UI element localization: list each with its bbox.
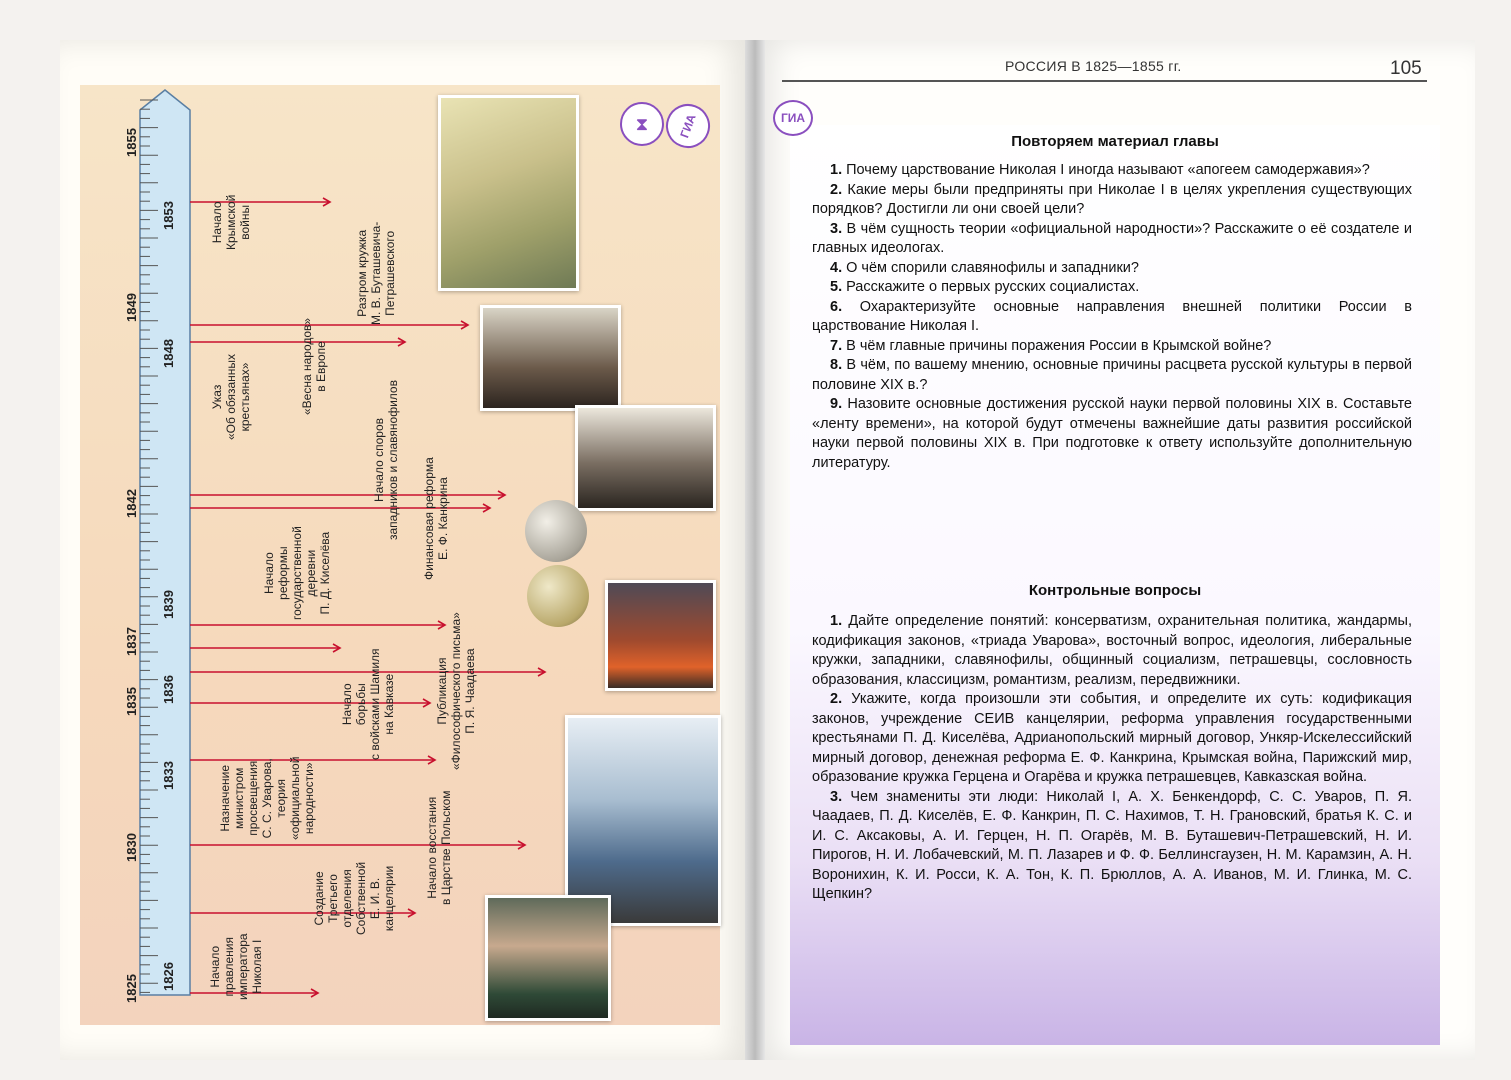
header-rule [782,80,1427,82]
painting-sea-battle [438,95,579,291]
timeline-year: 1855 [124,128,139,157]
timeline-year: 1842 [124,489,139,518]
question-number: 2. [830,181,843,198]
coin-2 [527,565,589,627]
question-text: Укажите, когда произошли эти события, и определите их суть: кодификация законов, учреждение СЕИВ канцелярии, реформа управления государственными крестьянами П. Д. Киселёва, Адрианопольский мирный договор, Ункяр-Искелессийский мирный договор, денежная реформа Е. Ф. Канкрина, Крымская война, Парижский мир, образование кружка Герцена и Огарёва и кружка петрашевцев, Кавказская война. [812,691,1412,785]
question-text: В чём главные причины поражения России в Крымской войне? [842,337,1272,354]
question-text: Назовите основные достижения русской науки первой половины XIX в. Составьте «ленту времени», на которой будут отмечены важнейшие даты развития российской науки первой половины XIX в. При подготовке к ответу используйте дополнительную литературу. [812,396,1412,471]
hourglass-icon: ⧗ [620,102,664,146]
timeline-year: 1835 [124,687,139,716]
page-number: 105 [1390,58,1422,79]
timeline-event: Назначение министром просвещения С. С. Уварова, теория «официальной народности» [218,756,316,840]
question-text: Чем знамениты эти люди: Николай I, А. Х. Бенкендорф, С. С. Уваров, П. Я. Чаадаев, П. Д. Киселёв, Е. Ф. Канкрин, П. С. Нахимов, Т. Н. Грановский, братья К. С. и И. С. Аксаковы, А. И. Герцен, Н. П. Огарёв, М. В. Буташевич-Петрашевский, Н. И. Пирогов, Н. И. Лобачевский, М. П. Лазарев и Ф. Ф. Беллинсгаузен, Н. М. Карамзин, А. Н. Воронихин, К. И. Росси, К. А. Тон, К. П. Брюллов, А. А. Иванов, М. И. Глинка, М. С. Щепкин? [812,788,1412,902]
question-item [812,337,1412,357]
timeline-year: 1853 [161,201,176,230]
question-number: 7. [830,337,843,354]
timeline-event: Разгром кружка М. В. Буташевича- Петрашевского [355,221,397,325]
gia-badge: ГИА [773,100,813,136]
timeline-year: 1849 [124,293,139,322]
review-questions [812,161,1412,473]
timeline-event: Публикация «Философического письма» П. Я. Чаадаева [435,612,477,770]
question-item [812,690,1412,788]
timeline-event: Начало борьбы с войсками Шамиля на Кавказе [340,648,396,760]
timeline-event: Начало правления императора Николая I [208,933,264,1000]
gia-icon: ГИА [660,98,716,154]
question-item [812,612,1412,690]
question-item [812,181,1412,220]
question-item [812,298,1412,337]
question-text: В чём, по вашему мнению, основные причины расцвета русской культуры в первой половине XIX в.? [812,357,1412,393]
timeline-event: Начало Крымской войны [210,194,252,250]
question-number: 6. [830,298,843,315]
timeline-year: 1825 [124,974,139,1003]
timeline-year: 1830 [124,833,139,862]
timeline-year: 1836 [161,675,176,704]
question-text: Какие меры были предприняты при Николае I в целях укрепления существующих порядков? Достигли ли они своей цели? [812,181,1412,217]
portrait-nicholas-i [485,895,611,1021]
question-text: Почему царствование Николая I иногда называют «апогеем самодержавия»? [842,162,1370,178]
control-questions [812,612,1412,905]
question-number: 3. [830,220,843,237]
timeline-event: Начало споров западников и славянофилов [372,380,400,540]
question-number: 4. [830,259,843,276]
coin-1 [525,500,587,562]
timeline-event: Начало реформы государственной деревни П. Д. Киселёва [262,526,332,620]
question-item [812,220,1412,259]
question-item [812,278,1412,298]
timeline-event: «Весна народов» в Европе [300,317,328,415]
section-title-control: Контрольные вопросы [1028,582,1202,599]
timeline-event: Начало восстания в Царстве Польском [425,790,453,905]
question-text: Дайте определение понятий: консерватизм, охранительная политика, жандармы, кодификация законов, «триада Уварова», восточный вопрос, идеология, либеральные кружки, западники, славянофилы, общинный социализм, петрашевцы, сословность образования, классицизм, романтизм, реализм, передвижники. [812,613,1412,688]
portrait-man-1 [480,305,621,411]
question-item [812,356,1412,395]
timeline-year: 1833 [161,761,176,790]
book-spine [745,40,765,1060]
question-text: Охарактеризуйте основные направления внешней политики России в царствование Николая I. [812,298,1412,334]
timeline-event: Создание Третьего отделения Собственной Е. И. В. канцелярии [312,861,396,935]
question-number: 9. [830,396,843,412]
question-text: О чём спорили славянофилы и западники? [842,259,1139,276]
timeline-year: 1826 [161,962,176,991]
question-item [812,395,1412,473]
question-number: 5. [830,279,843,295]
timeline-event: Указ «Об обязанных крестьянах» [210,353,252,440]
portrait-man-3 [605,580,716,691]
timeline-year: 1839 [161,590,176,619]
section-title-review: Повторяем материал главы [1011,133,1219,150]
question-number: 3. [830,788,843,805]
timeline-year: 1837 [124,627,139,656]
question-number: 1. [830,613,843,629]
timeline-event: Финансовая реформа Е. Ф. Канкрина [422,457,450,580]
running-title: РОССИЯ В 1825—1855 гг. [1005,58,1182,74]
question-item [812,259,1412,279]
question-text: В чём сущность теории «официальной народности»? Расскажите о её создателе и главных идеологах. [812,220,1412,256]
question-number: 2. [830,691,843,707]
timeline-year: 1848 [161,339,176,368]
question-number: 8. [830,357,843,373]
question-item [812,788,1412,905]
question-number: 1. [830,162,843,178]
question-item [812,161,1412,181]
portrait-man-2 [575,405,716,511]
question-text: Расскажите о первых русских социалистах. [842,279,1140,295]
